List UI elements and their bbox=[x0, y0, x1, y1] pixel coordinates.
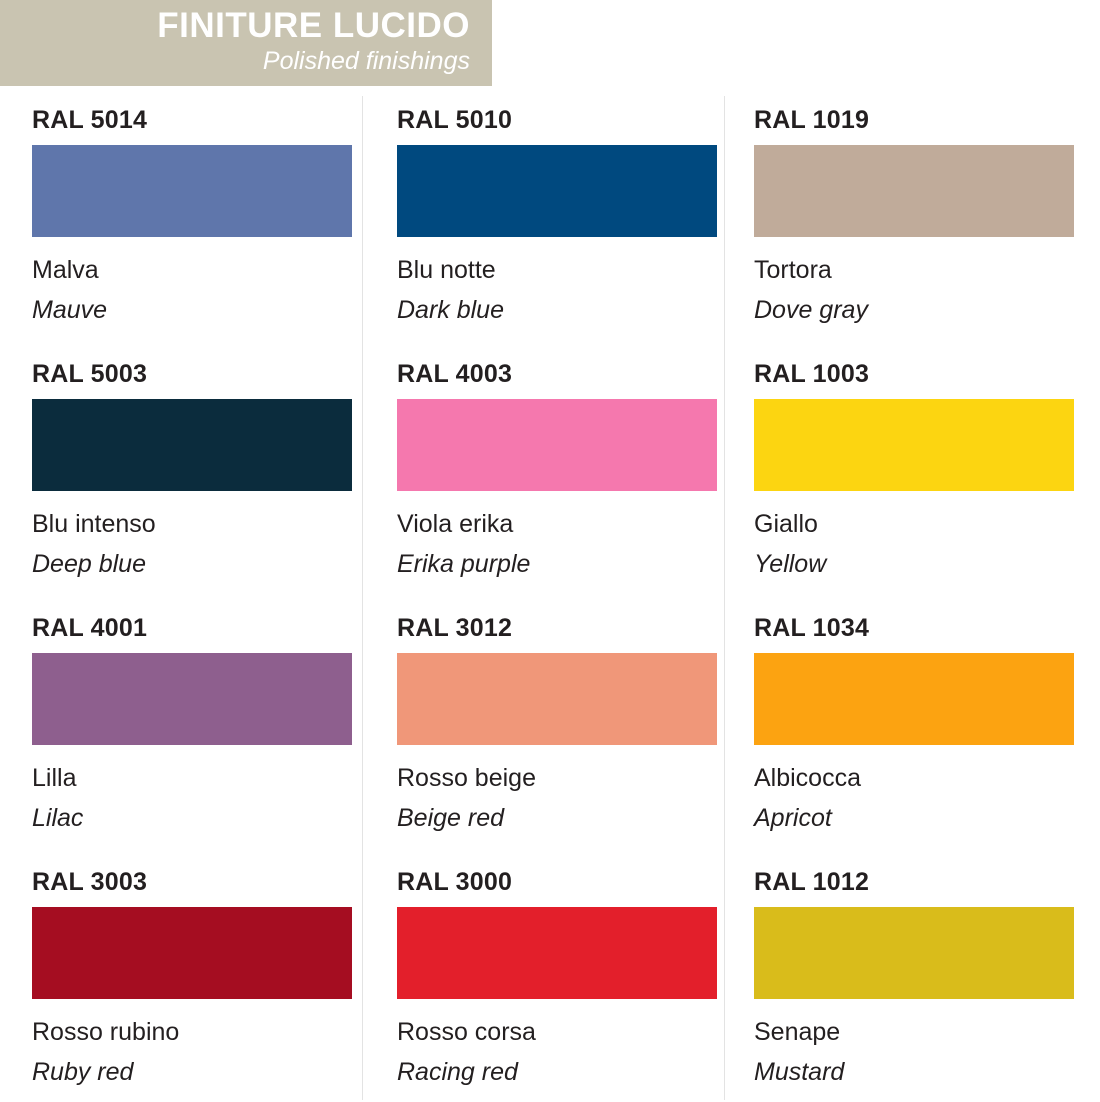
color-swatch bbox=[397, 399, 717, 491]
color-name-it: Lilla bbox=[32, 764, 77, 792]
color-swatch bbox=[32, 399, 352, 491]
swatch-cell bbox=[724, 848, 1100, 1102]
color-name-en: Yellow bbox=[754, 550, 827, 579]
color-name-en: Racing red bbox=[397, 1058, 518, 1087]
swatch-cell bbox=[0, 340, 362, 594]
ral-code: RAL 1003 bbox=[754, 360, 870, 388]
color-name-en: Dark blue bbox=[397, 296, 504, 325]
ral-code: RAL 3003 bbox=[32, 868, 148, 896]
color-name-it: Blu notte bbox=[397, 256, 496, 284]
color-name-en: Mauve bbox=[32, 296, 108, 325]
ral-code: RAL 5010 bbox=[397, 106, 513, 134]
color-swatch bbox=[397, 653, 717, 745]
swatch-cell bbox=[362, 86, 724, 340]
color-name-it: Tortora bbox=[754, 256, 832, 284]
color-name-it: Giallo bbox=[754, 510, 818, 538]
ral-code: RAL 1012 bbox=[754, 868, 870, 896]
ral-code: RAL 3000 bbox=[397, 868, 513, 896]
color-swatch bbox=[754, 653, 1074, 745]
swatch-cell bbox=[362, 848, 724, 1102]
color-name-en: Ruby red bbox=[32, 1058, 134, 1087]
header-banner bbox=[0, 0, 492, 86]
color-name-en: Deep blue bbox=[32, 550, 146, 579]
ral-code: RAL 4003 bbox=[397, 360, 513, 388]
color-swatch bbox=[397, 145, 717, 237]
color-name-en: Mustard bbox=[754, 1058, 845, 1087]
color-name-en: Erika purple bbox=[397, 550, 531, 579]
color-name-it: Rosso beige bbox=[397, 764, 536, 792]
ral-code: RAL 3012 bbox=[397, 614, 513, 642]
swatch-cell bbox=[724, 594, 1100, 848]
color-name-en: Dove gray bbox=[754, 296, 868, 325]
swatch-grid bbox=[0, 86, 1100, 1102]
swatch-cell bbox=[0, 594, 362, 848]
color-swatch bbox=[32, 907, 352, 999]
swatch-cell bbox=[362, 340, 724, 594]
color-swatch bbox=[754, 145, 1074, 237]
color-swatch bbox=[754, 907, 1074, 999]
color-swatch bbox=[32, 145, 352, 237]
color-name-it: Rosso rubino bbox=[32, 1018, 180, 1046]
page-title: FINITURE LUCIDO bbox=[157, 6, 470, 46]
ral-code: RAL 5003 bbox=[32, 360, 148, 388]
swatch-cell bbox=[362, 594, 724, 848]
color-swatch bbox=[754, 399, 1074, 491]
color-name-it: Albicocca bbox=[754, 764, 861, 792]
color-name-it: Rosso corsa bbox=[397, 1018, 536, 1046]
page-subtitle: Polished finishings bbox=[262, 47, 470, 75]
swatch-cell bbox=[724, 340, 1100, 594]
ral-code: RAL 1019 bbox=[754, 106, 870, 134]
ral-code: RAL 5014 bbox=[32, 106, 148, 134]
color-name-it: Senape bbox=[754, 1018, 841, 1046]
color-swatch bbox=[32, 653, 352, 745]
color-name-en: Apricot bbox=[754, 804, 832, 833]
ral-code: RAL 1034 bbox=[754, 614, 870, 642]
ral-code: RAL 4001 bbox=[32, 614, 148, 642]
color-name-en: Lilac bbox=[32, 804, 84, 833]
color-name-it: Blu intenso bbox=[32, 510, 156, 538]
color-name-it: Malva bbox=[32, 256, 99, 284]
swatch-cell bbox=[724, 86, 1100, 340]
color-name-it: Viola erika bbox=[397, 510, 514, 538]
color-name-en: Beige red bbox=[397, 804, 505, 833]
swatch-cell bbox=[0, 848, 362, 1102]
swatch-cell bbox=[0, 86, 362, 340]
color-swatch bbox=[397, 907, 717, 999]
